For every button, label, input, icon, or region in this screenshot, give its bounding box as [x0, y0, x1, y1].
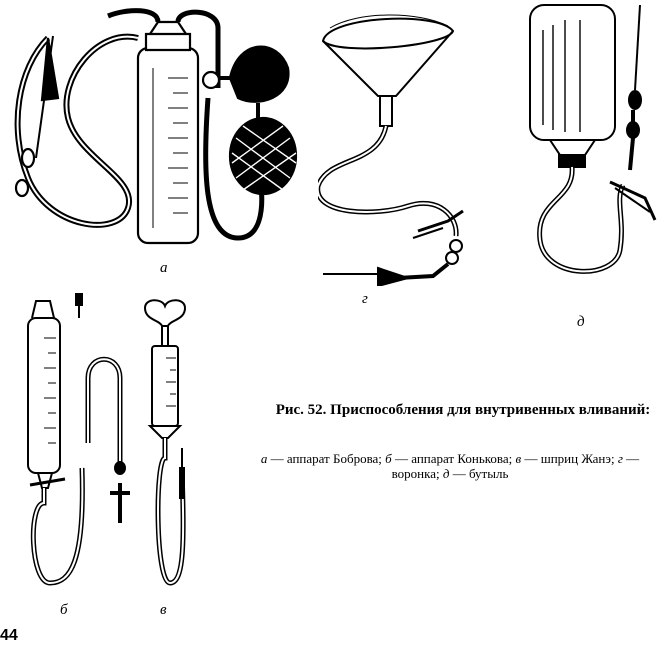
figure-konkov-apparatus [20, 293, 150, 593]
panel-label-g: г [362, 291, 368, 307]
legend-letter-b: б [385, 451, 392, 466]
figure-funnel [318, 6, 488, 286]
legend-letter-v: в [515, 451, 522, 466]
figure-bottle [505, 0, 662, 300]
panel-label-d: д [577, 314, 585, 330]
panel-label-b: б [60, 602, 68, 618]
figure-caption-title: Рис. 52. Приспособления для внутривенных вливаний: [275, 402, 651, 418]
panel-label-a: а [160, 260, 168, 276]
legend-letter-a: а [260, 451, 268, 466]
legend-letter-g: г [617, 451, 623, 466]
figure-caption-legend [240, 451, 660, 481]
legend-text-g: — воронка; [391, 451, 640, 481]
page-number: 44 [0, 627, 18, 644]
legend-letter-d: д [442, 466, 450, 481]
figure-bobrov-apparatus [8, 8, 298, 253]
figure-janet-syringe [140, 298, 200, 588]
legend-text-b: — аппарат Конькова; [391, 451, 516, 466]
legend-text-v: — шприц Жанэ; [521, 451, 618, 466]
panel-label-v: в [160, 602, 167, 618]
legend-text-d: — бутыль [449, 466, 509, 481]
legend-text-a: — аппарат Боброва; [267, 451, 386, 466]
